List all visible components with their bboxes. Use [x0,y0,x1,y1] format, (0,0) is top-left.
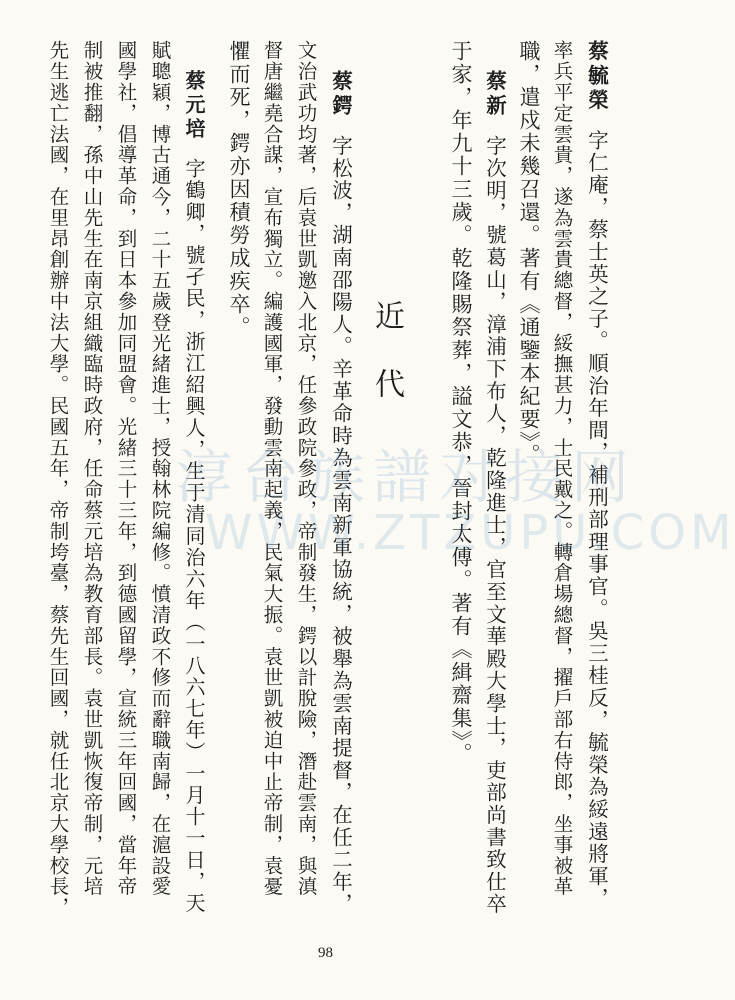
text-line: 字次明，號葛山，漳浦下布人，乾隆進士，官至文華殿大學士，吏部尚書致仕卒 [482,135,507,916]
text-column: 先生逃亡法國，在里昂創辦中法大學。民國五年，帝制垮臺，蔡先生回國，就任北京大學校長， [46,40,70,918]
text-line: 字松波，湖南邵陽人。辛革命時為雲南新軍協統，被舉為雲南提督，在任二年， [328,135,353,916]
text-column: 制被推翻，孫中山先生在南京組織臨時政府，任命蔡元培為教育部長。袁世凱恢復帝制，元培 [80,40,104,897]
text-column: 督唐繼堯合謀，宣布獨立。編護國軍，發動雲南起義，民氣大振。袁世凱被迫中止帝制，袁憂 [260,40,284,897]
watermark-text: 淳台族譜对接网 [175,443,638,511]
text-column: 賦聰穎，博古通今，二十五歲登光緒進士，授翰林院編修。憤清政不修而辭職南歸，在滬設愛 [148,40,172,897]
page-number: 98 [318,945,333,961]
entry-name: 蔡毓榮 [584,40,609,114]
text-column: 文治武功均著，后袁世凱邀入北京，任參政院參政，帝制發生，鍔以計脫險，潛赴雲南，與滇 [294,40,318,897]
text-line: 字鶴卿，號孑民，浙江紹興人，生于清同治六年（一八六七年）一月十一日，天 [182,158,206,914]
entry-name: 蔡新 [482,70,507,119]
text-column: 國學社，倡導革命，到日本參加同盟會。光緒三十三年，到德國留學，宣統三年回國，當年帝 [114,40,138,897]
text-line: 字仁庵，蔡士英之子。順治年間，補刑部理事官。吳三桂反，毓榮為綏遠將軍， [584,129,609,910]
section-heading: 近代 [369,300,404,436]
watermark-url: WWW.ZTZUPU.COM [205,505,735,561]
text-column: 率兵平定雲貴，遂為雲貴總督，綏撫甚力，士民戴之。轉倉場總督，擢戶部右侍郎，坐事被革 [550,40,574,897]
text-column: 于家，年九十三歲。乾隆賜祭葬，謚文恭，晉封太傅。著有《緝齋集》。 [449,40,473,766]
text-column: 職，遣戍未幾召還。著有《通鑒本紀要》。 [517,40,541,467]
text-column: 懼而死，鍔亦因積勞成疾卒。 [227,40,251,339]
entry-name: 蔡元培 [182,70,206,142]
entry-name: 蔡鍔 [328,70,353,119]
